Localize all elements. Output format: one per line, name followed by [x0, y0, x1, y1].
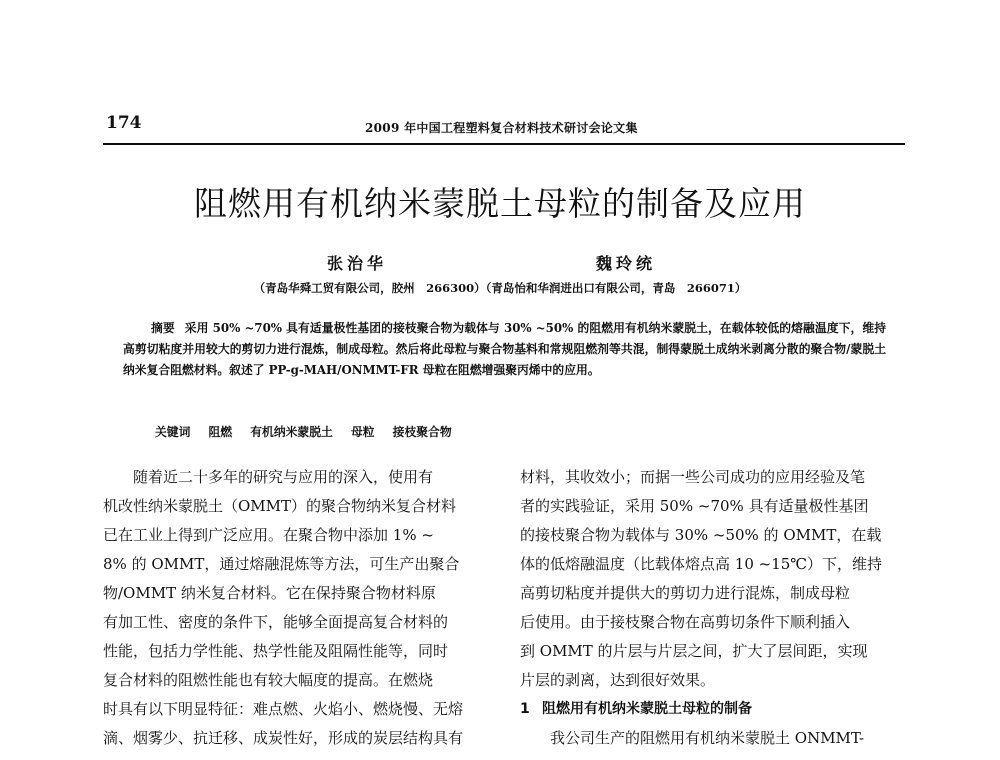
body-line: 已在工业上得到广泛应用。在聚合物中添加 1% ~	[103, 526, 434, 544]
keywords-label: 关键词	[155, 425, 191, 439]
abstract	[123, 318, 886, 381]
page-number: 174	[106, 113, 142, 133]
body-line: 复合材料的阻燃性能也有较大幅度的提高。在燃烧	[103, 671, 434, 689]
body-line: 物/OMMT 纳米复合材料。它在保持聚合物材料原	[103, 584, 436, 602]
keyword: 阻燃	[208, 425, 233, 439]
body-line: 性能，包括力学性能、热学性能及阻隔性能等，同时	[103, 642, 449, 660]
body-line: 机改性纳米蒙脱土（OMMT）的聚合物纳米复合材料	[103, 497, 457, 515]
running-header: 2009 年中国工程塑料复合材料技术研讨会论文集	[365, 121, 638, 135]
body-column-right	[520, 463, 900, 753]
abstract-text: 采用 50% ~70% 具有适量极性基团的接枝聚合物为载体与 30% ~50% 的阻燃用有机纳米蒙脱土，在载体较低的熔融温度下，维持高剪切粘度并用较大的剪切力进行混炼，制成母粒。然后将此母粒与聚合物基料和常规阻燃剂等共混，制得蒙脱土成纳米剥离分散的聚合物/蒙脱土纳米复合阻燃材料。叙述了 PP-g-MAH/ONMMT-FR 母粒在阻燃增强聚丙烯中的应用。	[123, 321, 886, 377]
body-line: 体的低熔融温度（比载体熔点高 10 ~15℃）下，维持	[520, 555, 883, 573]
body-line: 我公司生产的阻燃用有机纳米蒙脱土 ONMMT-	[550, 729, 865, 747]
body-line: 高剪切粘度并提供大的剪切力进行混炼，制成母粒	[520, 584, 851, 602]
section-number: 1	[520, 701, 530, 717]
author-1: 张治华	[327, 254, 388, 273]
section-heading	[520, 695, 900, 724]
body-line: 片层的剥离，达到很好效果。	[520, 671, 716, 689]
body-line: 时具有以下明显特征：难点燃、火焰小、燃烧慢、无熔	[103, 700, 464, 718]
abstract-label: 摘要	[151, 321, 175, 335]
body-line: 者的实践验证，采用 50% ~70% 具有适量极性基团	[520, 497, 869, 515]
body-line: 后使用。由于接枝聚合物在高剪切条件下顺利插入	[520, 613, 851, 631]
header-rule	[103, 143, 905, 145]
keyword: 接枝聚合物	[392, 425, 452, 439]
author-2: 魏玲统	[596, 254, 657, 273]
section-title: 阻燃用有机纳米蒙脱土母粒的制备	[542, 701, 752, 717]
body-line: 有加工性、密度的条件下，能够全面提高复合材料的	[103, 613, 449, 631]
body-line: 随着近二十多年的研究与应用的深入，使用有	[133, 468, 434, 486]
body-line: 的接枝聚合物为载体与 30% ~50% 的 OMMT，在载	[520, 526, 882, 544]
body-line: 滴、烟雾少、抗迁移、成炭性好，形成的炭层结构具有	[103, 729, 464, 747]
body-column-left	[103, 463, 483, 753]
body-line: 到 OMMT 的片层与片层之间，扩大了层间距，实现	[520, 642, 868, 660]
keyword: 母粒	[350, 425, 375, 439]
keywords	[155, 423, 466, 440]
affiliations: （青岛华舜工贸有限公司，胶州 266300）（青岛怡和华润进出口有限公司，青岛 266071）	[253, 281, 747, 295]
body-line: 8% 的 OMMT，通过熔融混炼等方法，可生产出聚合	[103, 555, 460, 573]
keyword: 有机纳米蒙脱土	[250, 425, 333, 439]
body-line: 材料，其收效小；而据一些公司成功的应用经验及笔	[520, 468, 866, 486]
paper-title: 阻燃用有机纳米蒙脱土母粒的制备及应用	[194, 184, 806, 223]
